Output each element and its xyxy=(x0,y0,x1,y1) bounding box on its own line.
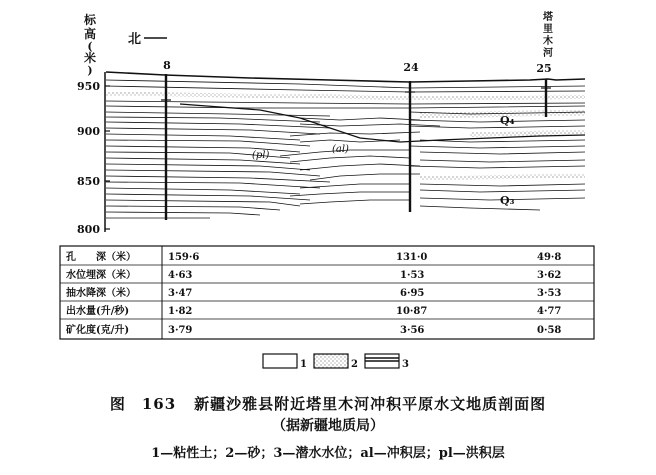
cell-value: 4·63 xyxy=(168,270,193,281)
well-label-24: 24 xyxy=(403,61,419,74)
label-pl: (pl) xyxy=(252,150,270,161)
y-axis-label-char: ) xyxy=(87,64,93,77)
legend-description: 1—粘性土；2—砂；3—潜水水位；al—冲积层；pl—洪积层 xyxy=(151,446,505,461)
cell-value: 3·62 xyxy=(537,270,562,281)
tick-label-900: 900 xyxy=(77,125,100,138)
well-data-table xyxy=(60,246,594,339)
figure-title: 新疆沙雅县附近塔里木河冲积平原水文地质剖面图 xyxy=(194,395,547,413)
figure-number: 图 163 xyxy=(109,395,177,413)
well-24 xyxy=(403,61,419,212)
well-25 xyxy=(536,62,551,117)
well-label-25: 25 xyxy=(536,62,552,75)
legend-symbols xyxy=(263,354,409,370)
cell-value: 3·47 xyxy=(168,288,193,299)
y-axis-label xyxy=(83,12,97,77)
figure-caption-title xyxy=(0,393,656,414)
y-axis-label-char: 标 xyxy=(83,13,97,27)
table-row xyxy=(66,286,561,299)
tick-label-800: 800 xyxy=(77,223,100,236)
label-q4: Q₄ xyxy=(500,114,515,127)
cell-value: 131·0 xyxy=(396,252,428,263)
well-label-8: 8 xyxy=(163,59,171,72)
label-al: (al) xyxy=(332,144,349,155)
cross-section xyxy=(106,59,585,220)
row-label: 矿化度(克/升) xyxy=(66,325,130,336)
row-label: 抽水降深（米） xyxy=(66,288,136,299)
well-8 xyxy=(161,59,171,220)
legend-sand-symbol xyxy=(314,354,358,370)
legend-key-3: 3 xyxy=(402,359,409,370)
legend-clay-symbol xyxy=(263,354,307,370)
cell-value: 1·53 xyxy=(400,270,425,281)
cell-value: 4·77 xyxy=(537,306,562,317)
cell-value: 159·6 xyxy=(168,252,200,263)
row-label: 水位埋深（米） xyxy=(66,270,136,281)
tick-label-850: 850 xyxy=(77,175,100,188)
y-axis-label-char: ( xyxy=(87,40,93,53)
row-label: 出水量(升/秒) xyxy=(66,306,130,317)
river-label-char: 里 xyxy=(543,24,553,35)
legend-key-2: 2 xyxy=(351,359,358,370)
cell-value: 10·87 xyxy=(396,306,428,317)
figure-source: （据新疆地质局） xyxy=(272,418,384,434)
legend-key-1: 1 xyxy=(300,359,307,370)
table-row xyxy=(66,304,561,317)
cell-value: 1·82 xyxy=(168,306,193,317)
cell-value: 3·79 xyxy=(168,325,193,336)
legend-water-table-symbol xyxy=(365,354,409,370)
river-label-char: 河 xyxy=(543,48,553,59)
label-q3: Q₃ xyxy=(500,194,515,207)
table-row xyxy=(66,268,561,281)
cell-value: 49·8 xyxy=(537,252,562,263)
row-label: 孔 深（米） xyxy=(66,252,136,263)
tick-label-950: 950 xyxy=(77,80,100,93)
cell-value: 3·56 xyxy=(400,325,425,336)
cell-value: 0·58 xyxy=(537,325,562,336)
y-axis-label-char: 高 xyxy=(83,27,97,41)
cell-value: 3·53 xyxy=(537,288,562,299)
table-row xyxy=(66,250,561,263)
north-label: 北 xyxy=(128,32,142,47)
river-label xyxy=(542,10,554,59)
north-indicator xyxy=(128,32,167,47)
sand-layer xyxy=(106,92,585,100)
table-row xyxy=(66,323,561,336)
river-label-char: 塔 xyxy=(543,12,553,23)
ground-surface-line xyxy=(106,72,585,82)
y-axis-label-char: 米 xyxy=(83,51,97,65)
river-label-char: 木 xyxy=(543,36,553,47)
sand-layer xyxy=(420,174,585,180)
cell-value: 6·95 xyxy=(400,288,425,299)
